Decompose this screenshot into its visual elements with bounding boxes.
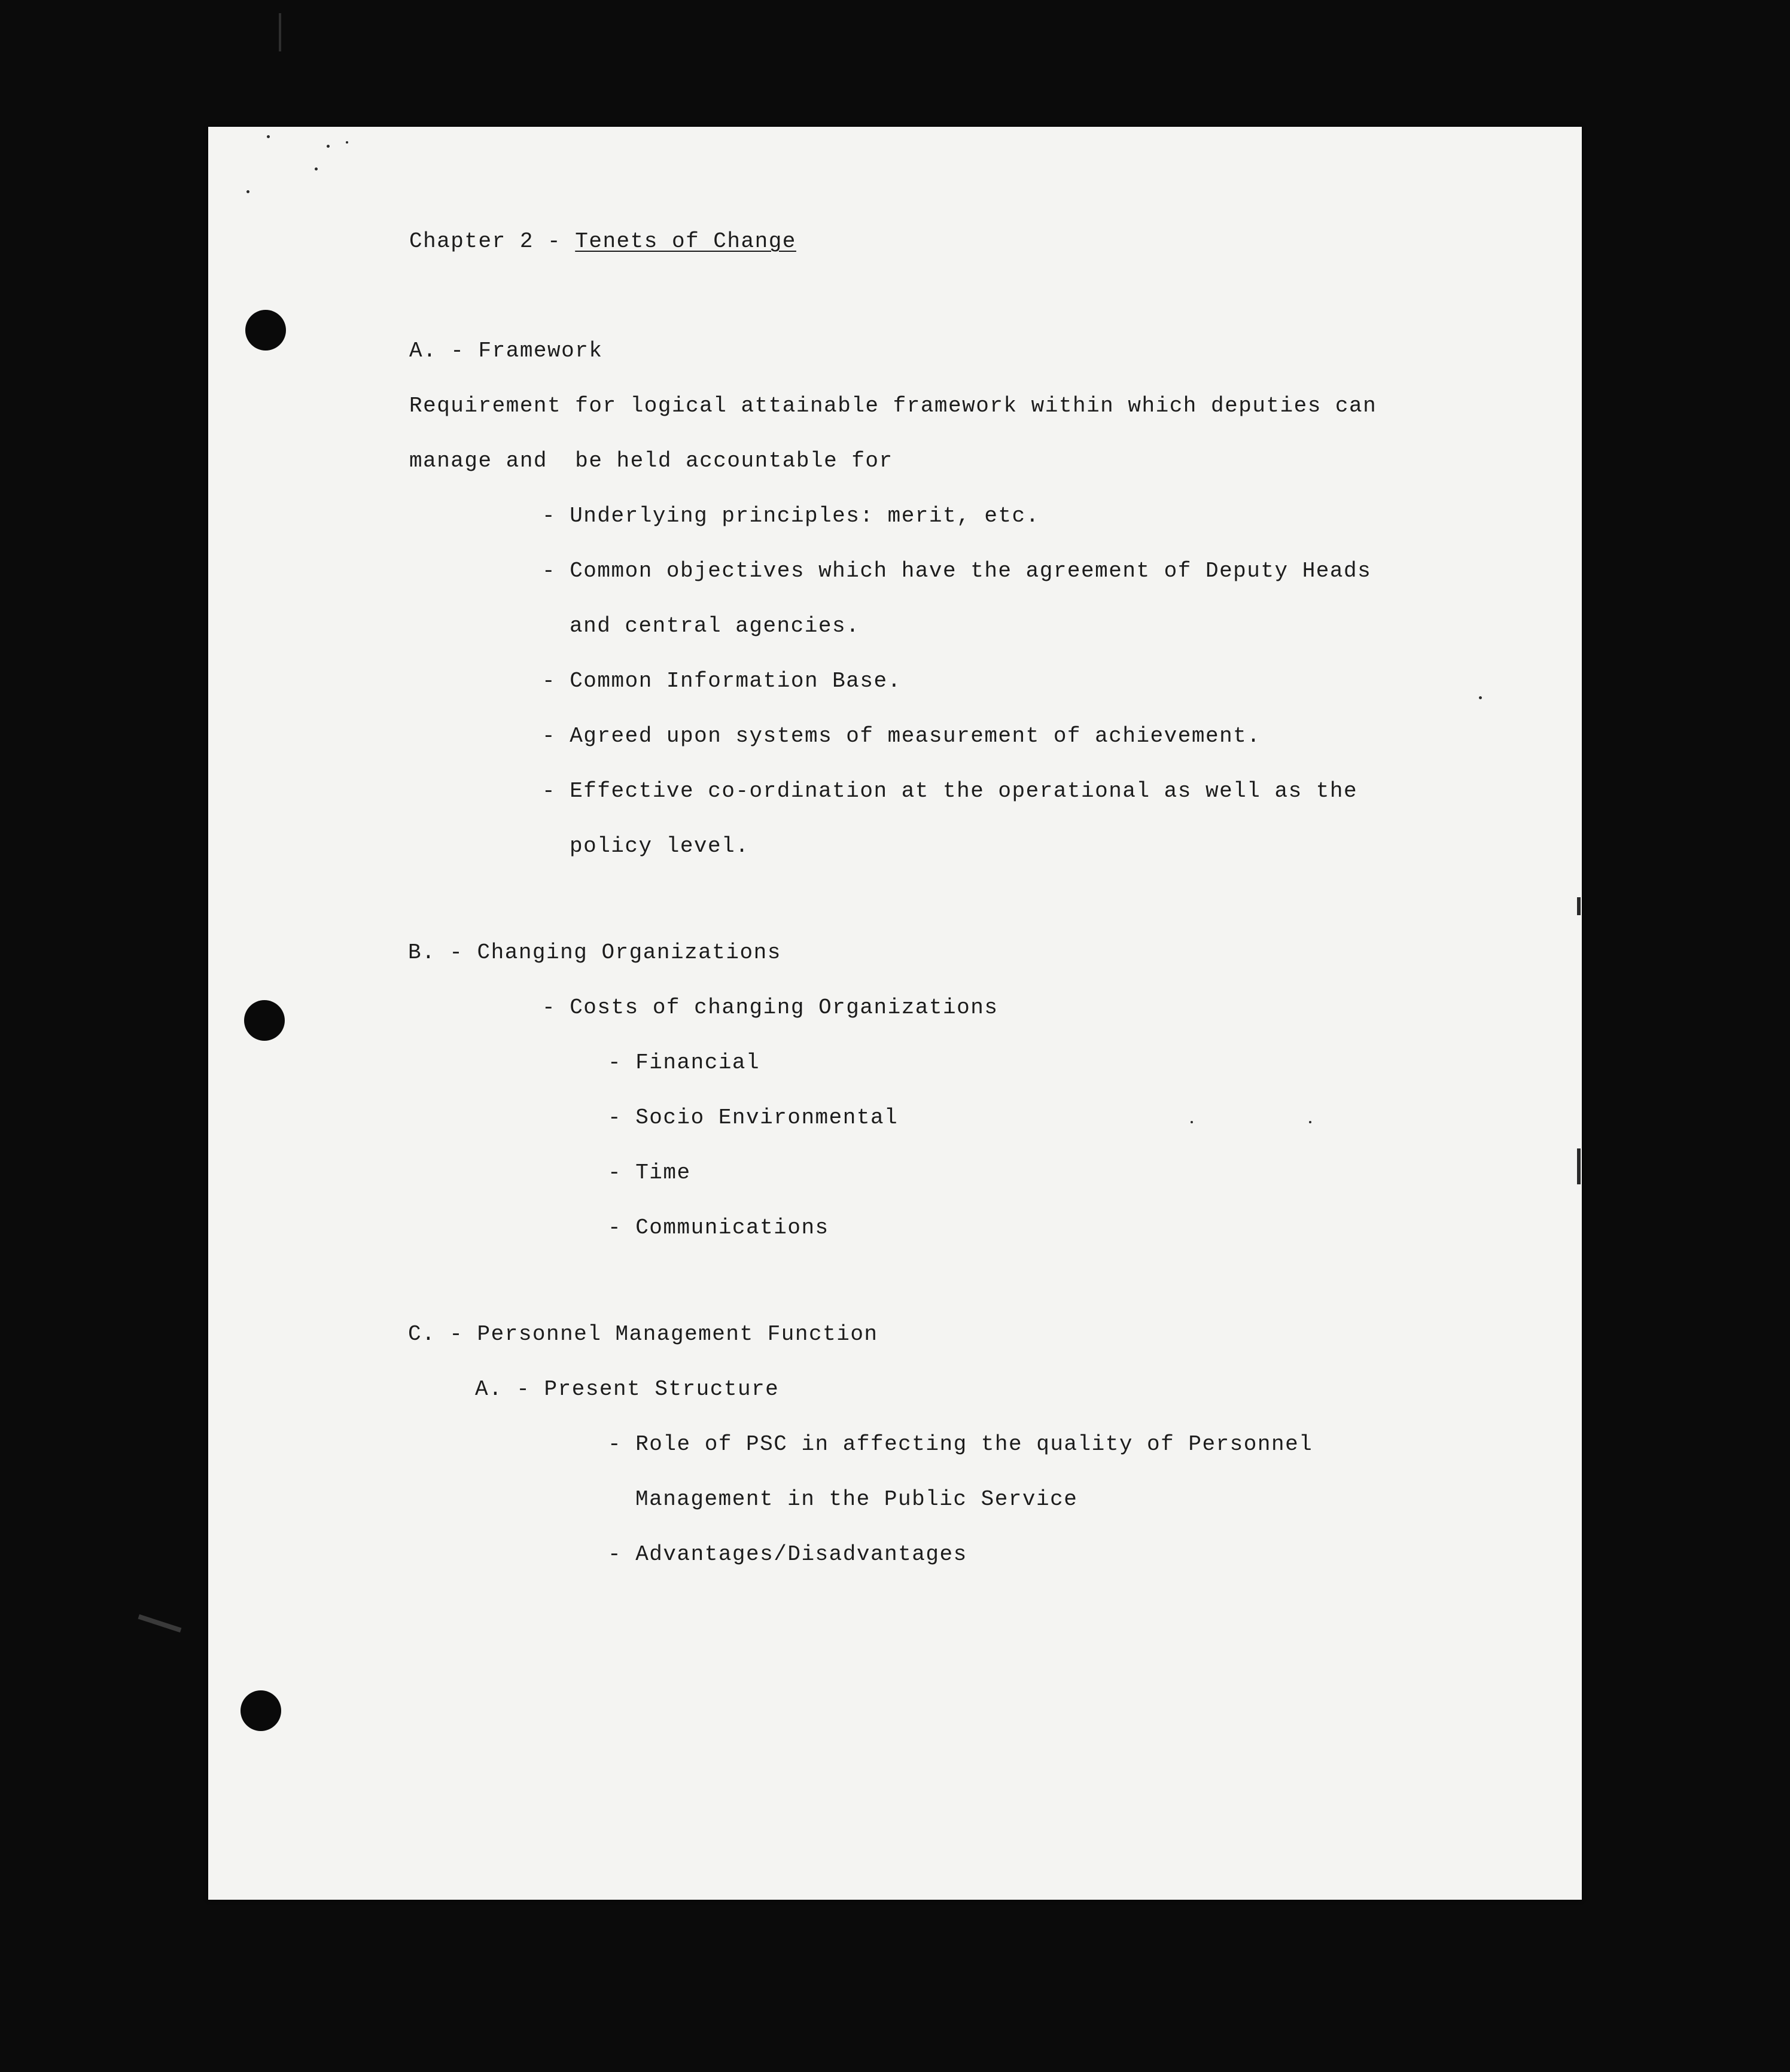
scan-mark [138,1614,182,1632]
section-a-item: - Agreed upon systems of measurement of achievement. [542,724,1261,748]
speck [315,167,318,170]
speck [327,145,330,148]
chapter-title-main: Tenets of Change [575,229,796,254]
section-b-item: - Time [608,1160,691,1185]
scan-mark [1577,1148,1581,1184]
scan-mark [279,13,281,51]
speck [267,135,270,138]
chapter-title-prefix: Chapter 2 - [409,229,576,254]
section-b-item: - Socio Environmental [608,1105,899,1130]
section-a-item-continuation: policy level. [570,834,750,858]
section-a-item: - Effective co-ordination at the operational as well as the [542,779,1358,803]
section-a-item: - Common Information Base. [542,669,902,693]
section-c-heading: C. - Personnel Management Function [408,1322,878,1346]
speck [346,141,348,144]
section-a-item: - Common objectives which have the agreement of Deputy Heads [542,559,1372,583]
section-b-heading: B. - Changing Organizations [408,940,781,965]
speck [246,190,249,193]
section-b-item: - Financial [608,1050,760,1075]
punch-hole-middle [244,1000,285,1041]
section-c-item: - Advantages/Disadvantages [608,1542,967,1567]
scan-mark [1577,897,1581,915]
speck [1191,1121,1193,1123]
section-b-subheading: - Costs of changing Organizations [542,995,998,1020]
speck [1309,1121,1311,1123]
section-c-subheading: A. - Present Structure [475,1377,780,1401]
section-a-heading: A. - Framework [409,339,603,363]
chapter-title [409,228,796,255]
section-c-item: - Role of PSC in affecting the quality of Personnel [608,1432,1313,1457]
section-c-item-continuation: Management in the Public Service [635,1487,1078,1512]
section-a-item-continuation: and central agencies. [570,614,860,638]
section-b-item: - Communications [608,1215,829,1240]
document-page [208,127,1582,1900]
section-a-intro-line1: Requirement for logical attainable framework within which deputies can [409,394,1377,418]
section-a-intro-line2: manage and be held accountable for [409,449,893,473]
section-a-item: - Underlying principles: merit, etc. [542,504,1040,528]
punch-hole-bottom [241,1690,281,1731]
punch-hole-top [245,310,286,351]
speck [1479,696,1482,699]
